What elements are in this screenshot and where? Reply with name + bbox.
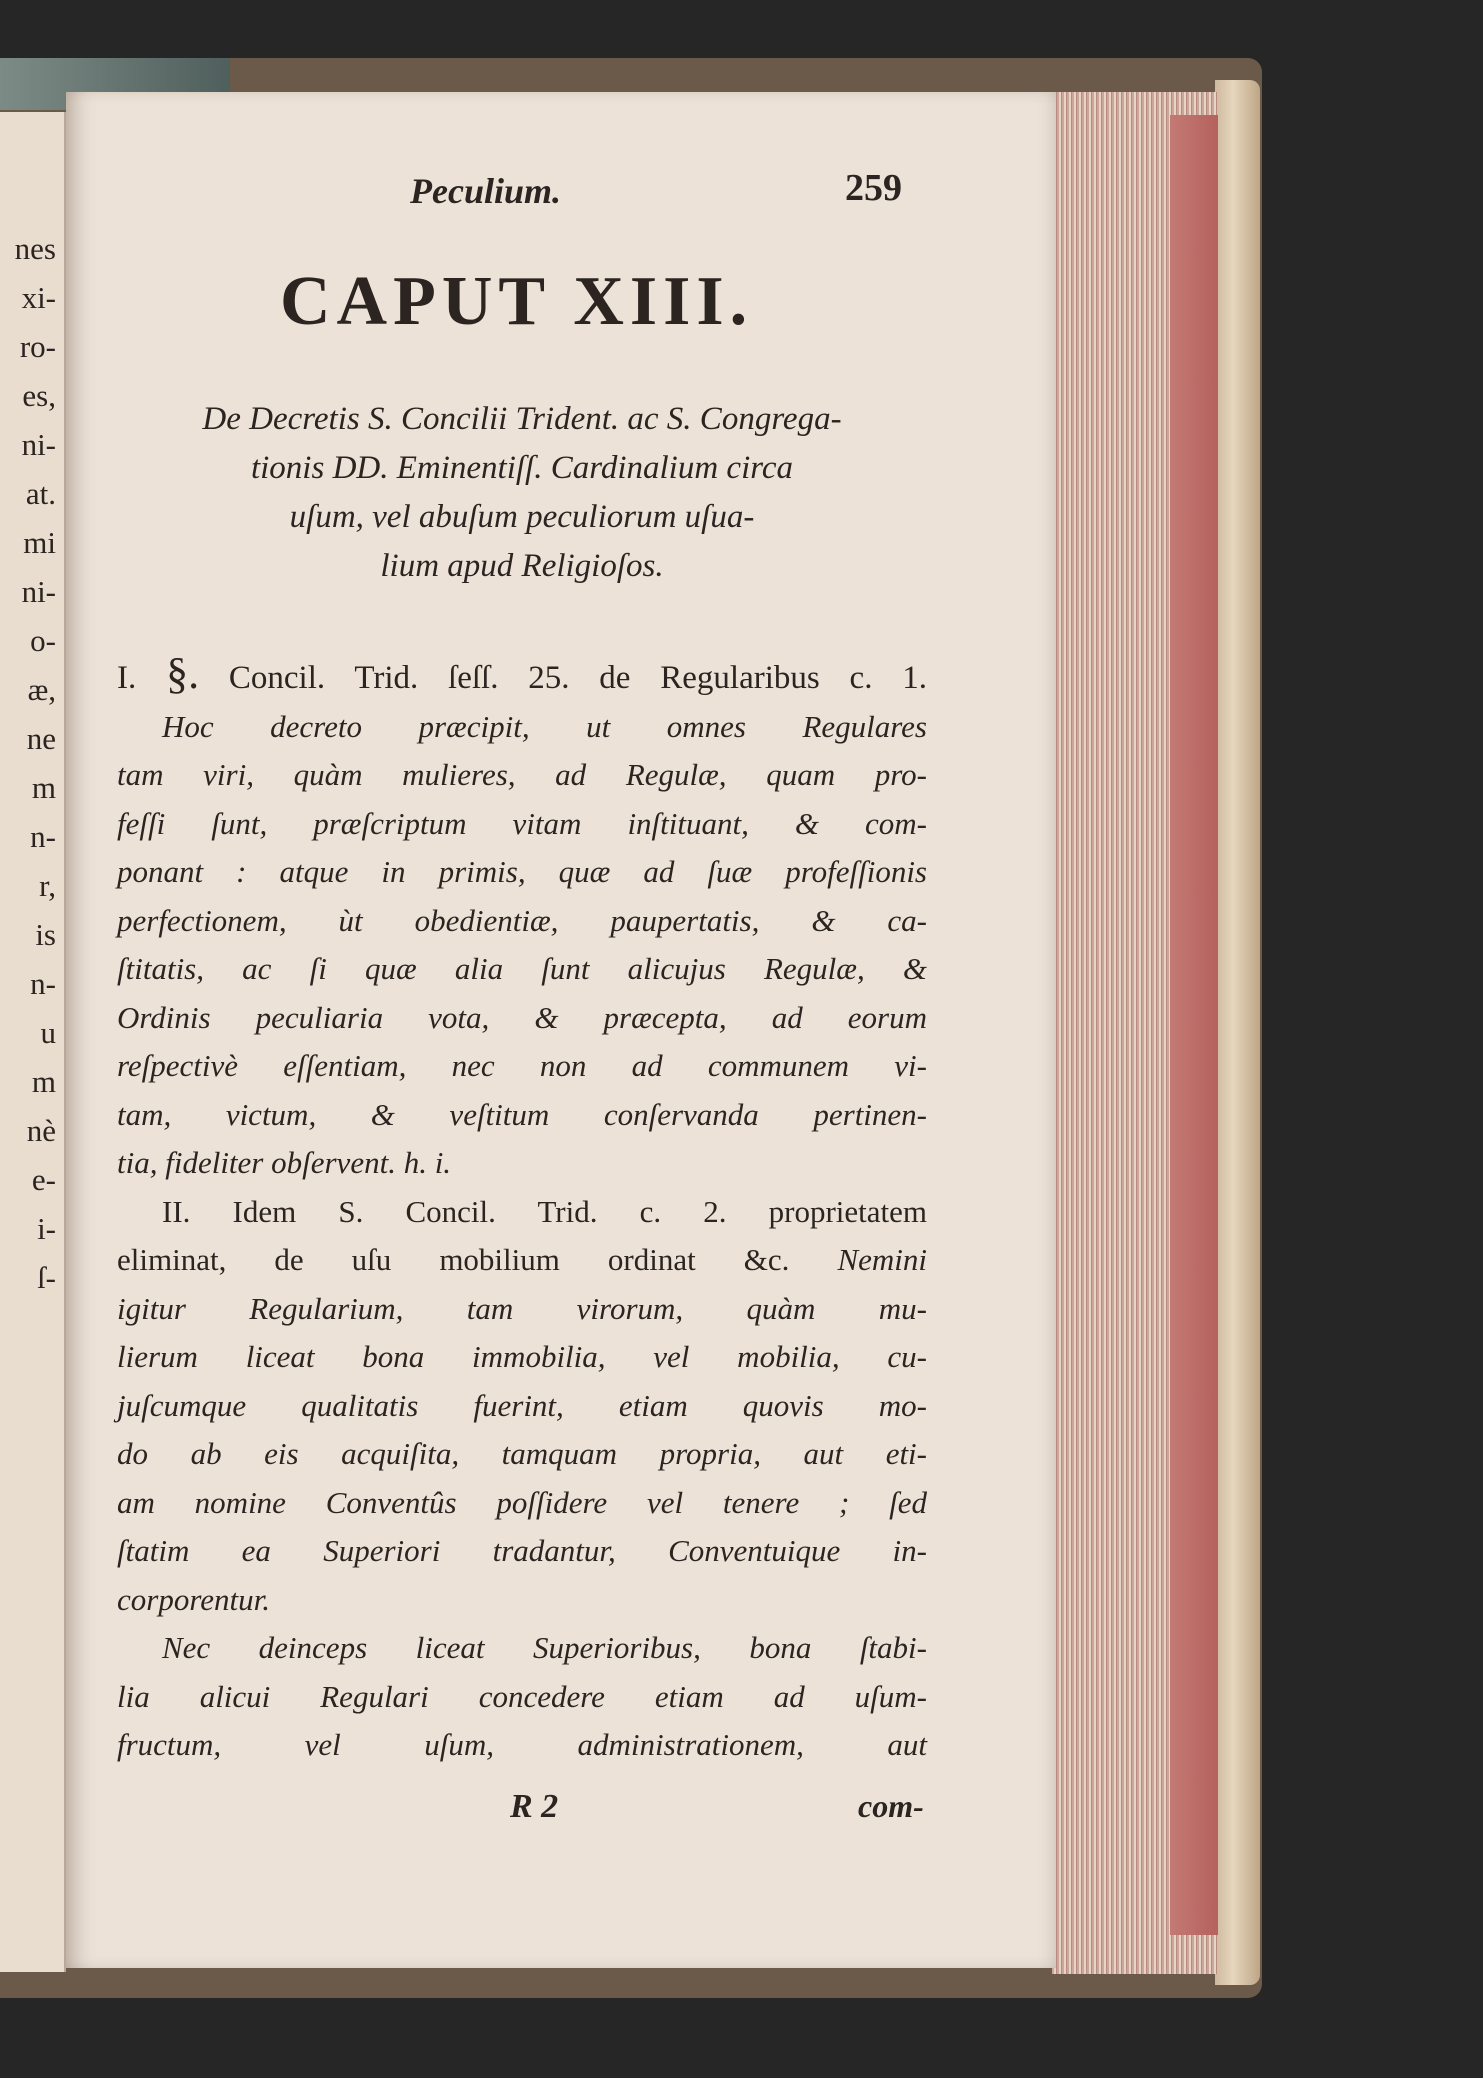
red-sprinkled-edge (1170, 115, 1218, 1935)
text-line: feſſi ſunt, præſcriptum vitam inſtituant, & com- (117, 805, 927, 841)
left-page-fragment: m (31, 770, 56, 805)
left-page-fragment: mi (23, 525, 56, 560)
text-line: fructum, vel uſum, administrationem, aut (117, 1727, 927, 1762)
left-page-fragment: n- (30, 819, 56, 854)
signature-mark: R 2 (510, 1788, 559, 1825)
left-page-fragment: es, (22, 378, 56, 413)
text-line: lia alicui Regulari concedere etiam ad uſum- (117, 1678, 927, 1714)
running-head: Peculium. (410, 171, 561, 211)
left-page-fragment: is (35, 917, 56, 952)
left-page-fragment: m (31, 1064, 56, 1099)
text-line: igitur Regularium, tam virorum, quàm mu- (117, 1290, 927, 1326)
body-text (117, 650, 927, 1770)
page-number: 259 (845, 167, 902, 209)
left-page-fragment: r, (39, 868, 56, 903)
left-page-fragment: æ, (27, 672, 56, 707)
section-heading-text: Concil. Trid. ſeſſ. 25. de Regularibus c. 1. (228, 660, 927, 696)
left-page (0, 112, 66, 1972)
text-line: Nec deinceps liceat Superioribus, bona ſtabi- (162, 1630, 927, 1665)
subtitle-line: tionis DD. Eminentiſſ. Cardinalium circa (250, 450, 794, 486)
text-line: am nomine Conventûs poſſidere vel tenere ; ſed (117, 1484, 927, 1520)
cover-fore-edge (1215, 80, 1260, 1985)
text-line: reſpectivè eſſentiam, nec non ad communem vi- (117, 1048, 927, 1083)
left-page-fragment: n- (30, 966, 56, 1001)
left-page-fragment: nes (14, 231, 56, 266)
section-1-heading (117, 650, 927, 703)
subtitle-line: uſum, vel abuſum peculiorum uſua- (289, 499, 755, 535)
text-line (117, 1236, 927, 1285)
chapter-subtitle (117, 395, 927, 591)
text-line: perfectionem, ùt obedientiæ, paupertatis, & ca- (117, 902, 927, 938)
subtitle-line: De Decretis S. Concilii Trident. ac S. Congrega- (202, 401, 842, 437)
text-line: ſtitatis, ac ſi quæ alia ſunt alicujus Regulæ, & (117, 951, 927, 986)
left-page-fragment: i- (37, 1211, 56, 1246)
left-page-fragment: o- (30, 623, 56, 658)
text-line: do ab eis acquiſita, tamquam propria, aut eti- (117, 1436, 927, 1471)
italic-start: Nemini (837, 1242, 928, 1277)
section-sign: §. (166, 649, 200, 698)
left-page-fragment: ſ- (37, 1260, 56, 1295)
left-page-fragment: ne (26, 721, 56, 756)
text-line: Hoc decreto præcipit, ut omnes Regulares (162, 708, 927, 744)
text-span: eliminat, de uſu mobilium ordinat &c. (117, 1242, 790, 1277)
text-line: lierum liceat bona immobilia, vel mobilia, cu- (117, 1339, 927, 1374)
subtitle-line: lium apud Religioſos. (380, 548, 664, 584)
left-page-fragment: nè (26, 1113, 56, 1148)
section-numeral: I. (117, 660, 137, 696)
chapter-title: CAPUT XIII. (280, 263, 754, 340)
text-line: II. Idem S. Concil. Trid. c. 2. proprietatem (162, 1193, 927, 1229)
text-line: tam, victum, & veſtitum conſervanda pertinen- (117, 1096, 927, 1132)
text-line: ponant : atque in primis, quæ ad ſuæ profeſſionis (117, 854, 927, 889)
text-line: tia, fideliter obſervent. h. i. (117, 1145, 452, 1180)
left-page-fragment: ro- (19, 329, 56, 364)
left-page-fragment: ni- (21, 427, 56, 462)
text-line: corporentur. (117, 1581, 270, 1617)
left-page-fragment: at. (25, 476, 56, 511)
text-line: ſtatim ea Superiori tradantur, Conventuique in- (117, 1533, 927, 1568)
catchword: com- (858, 1788, 924, 1824)
left-page-fragment: ni- (21, 574, 56, 609)
left-page-fragment: u (40, 1015, 56, 1050)
left-page-fragment: xi- (21, 280, 56, 315)
left-page-fragment: e- (31, 1162, 56, 1197)
text-line: tam viri, quàm mulieres, ad Regulæ, quam pro- (117, 757, 927, 792)
text-line: Ordinis peculiaria vota, & præcepta, ad eorum (117, 999, 927, 1035)
text-line: juſcumque qualitatis fuerint, etiam quovis mo- (117, 1387, 927, 1423)
